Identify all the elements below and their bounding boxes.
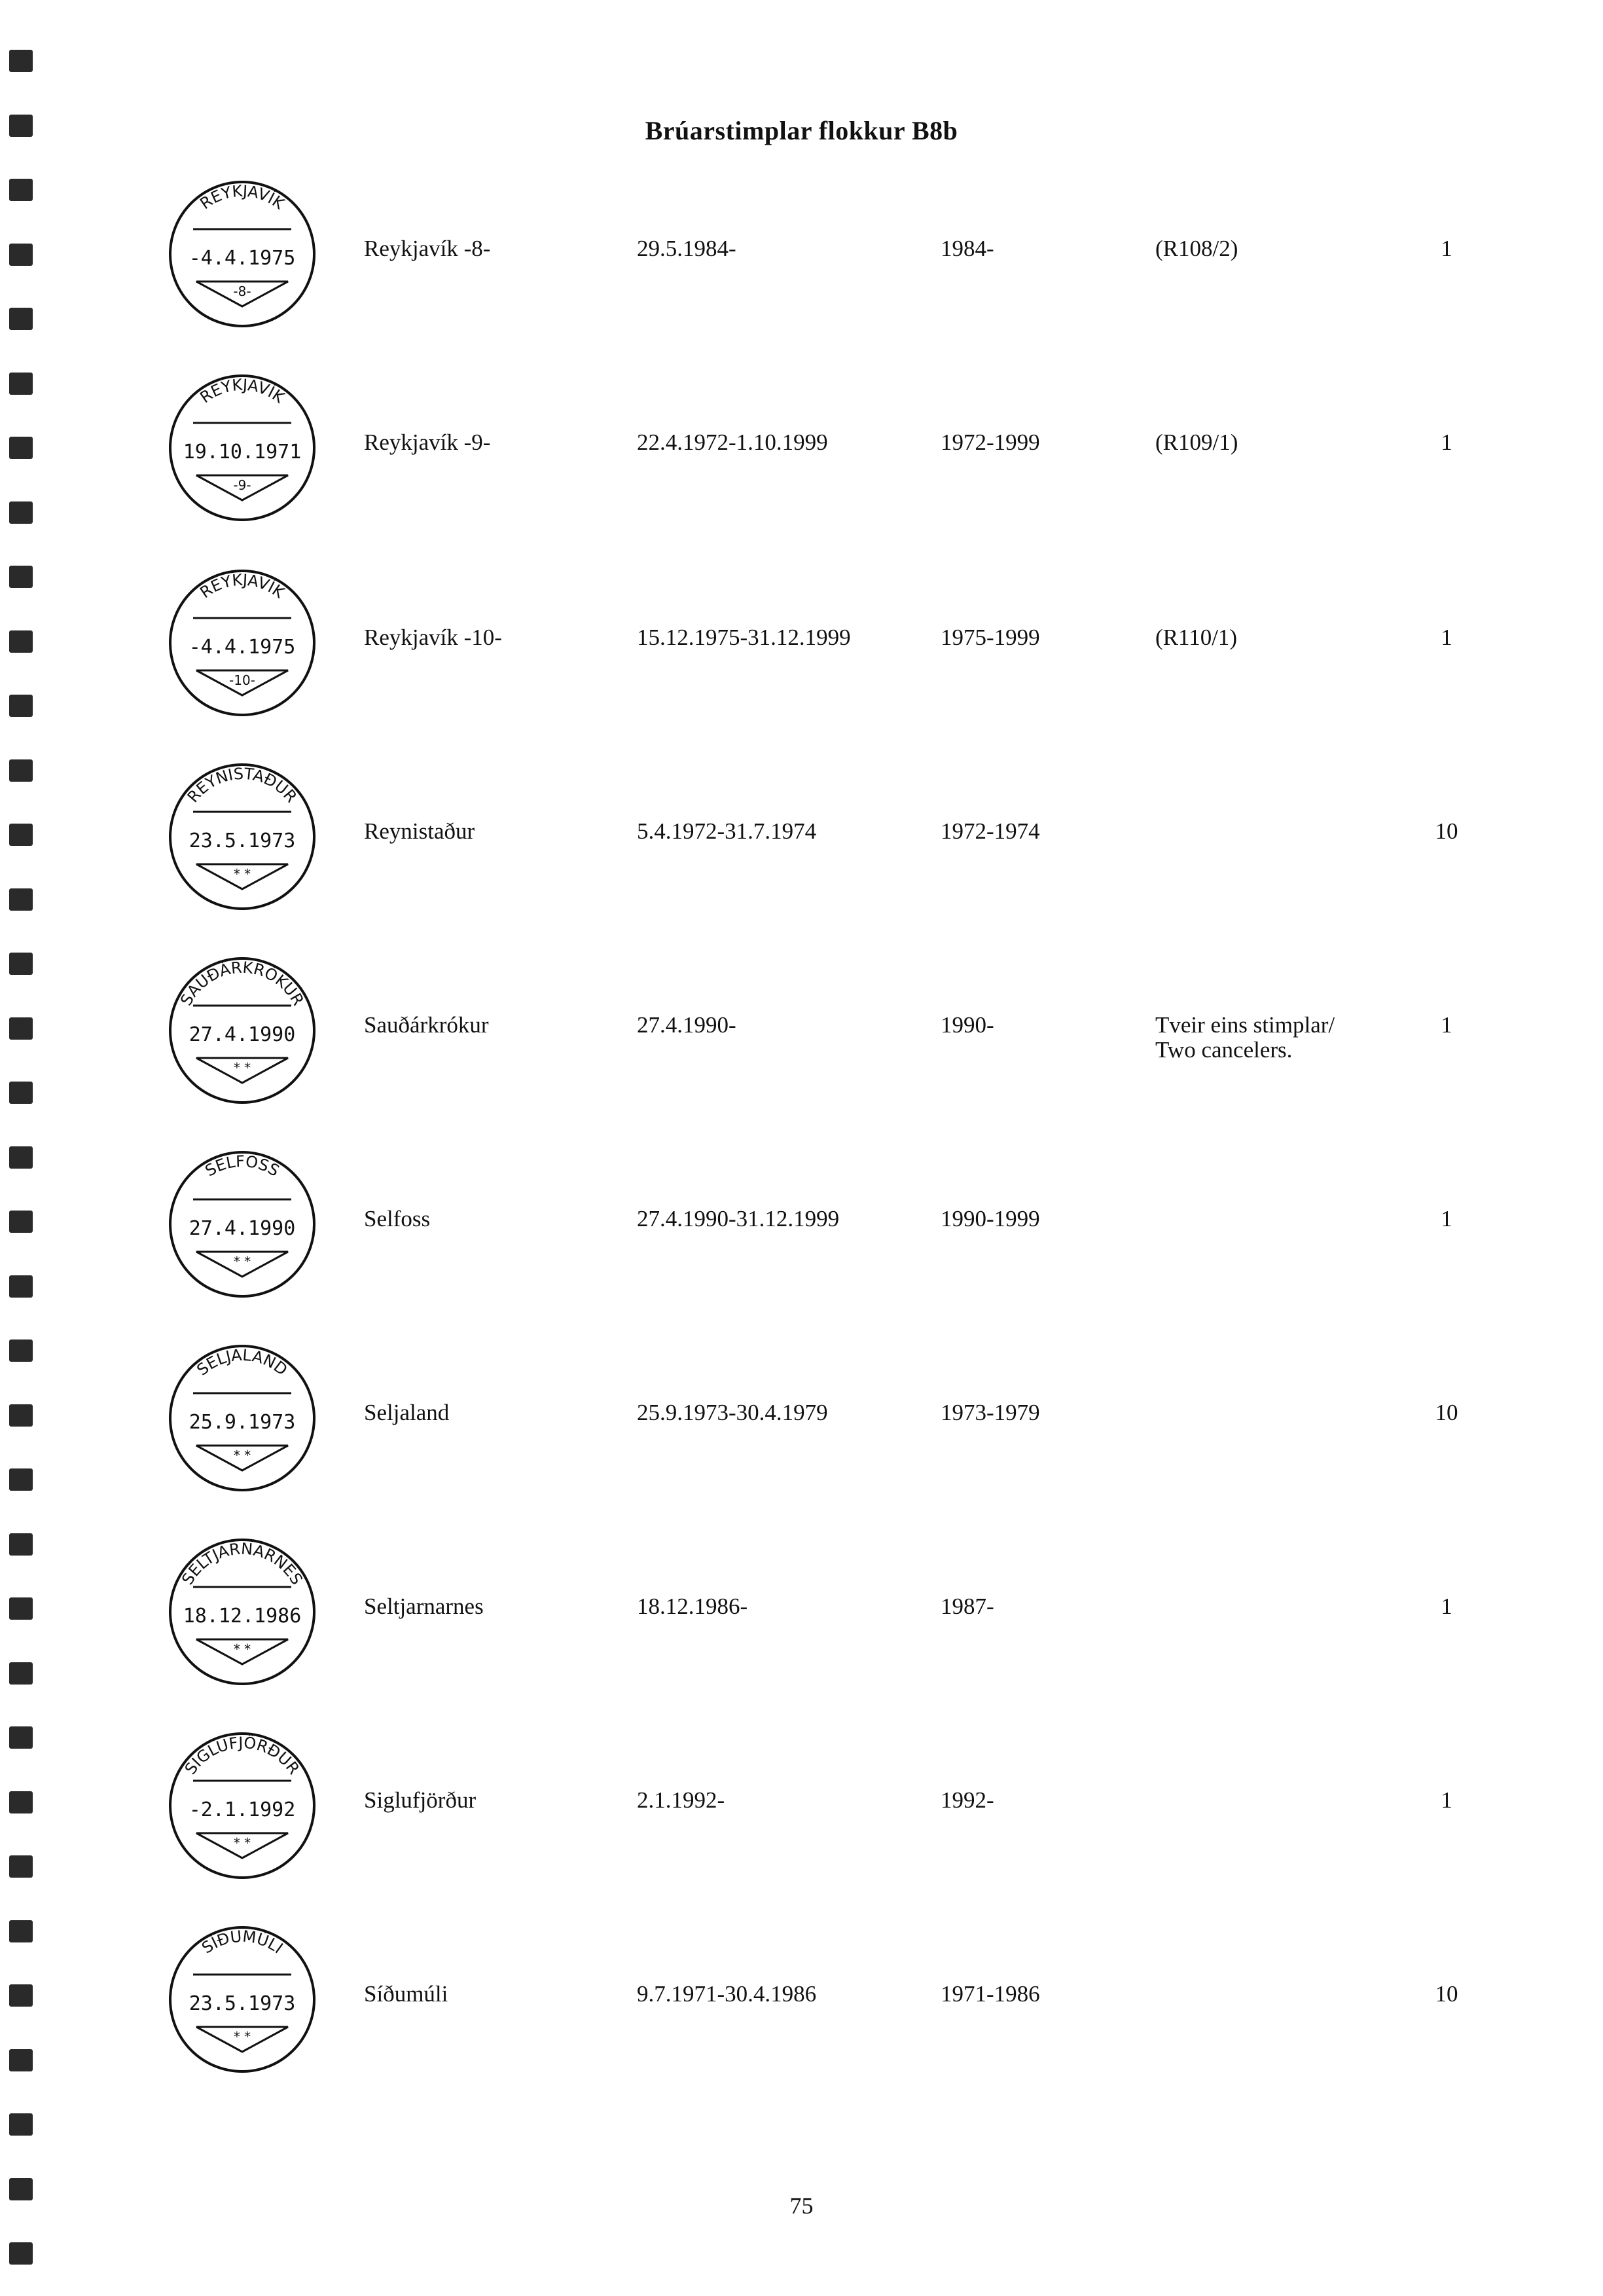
stamp-bottom-text: * * — [233, 1254, 251, 1269]
stamp-place-text: REYKJAVÍK — [196, 570, 288, 602]
stamp-bottom-text: -9- — [233, 477, 251, 493]
postmark-name: Reykjavík -8- — [364, 236, 491, 261]
rarity-value: 10 — [1435, 1981, 1458, 2007]
year-range: 1972-1999 — [941, 429, 1040, 455]
postmark-entry — [0, 558, 1603, 728]
rarity-value: 1 — [1441, 1012, 1452, 1038]
stamp-place-text: REYKJAVÍK — [196, 181, 288, 213]
year-range: 1975-1999 — [941, 625, 1040, 650]
stamp-date-text: -4.4.1975 — [189, 247, 296, 270]
period-of-use: 29.5.1984- — [637, 236, 736, 261]
stamp-bottom-text: * * — [233, 1641, 251, 1657]
stamp-date-text: 23.5.1973 — [189, 1992, 296, 2015]
rarity-value: 10 — [1435, 818, 1458, 844]
postmark-stamp-image — [164, 564, 321, 721]
postmark-name: Selfoss — [364, 1206, 431, 1231]
postmark-name: Siglufjörður — [364, 1787, 477, 1813]
stamp-date-text: 27.4.1990 — [189, 1023, 296, 1046]
postmark-stamp-image — [164, 369, 321, 526]
period-of-use: 22.4.1972-1.10.1999 — [637, 429, 828, 455]
stamp-date-text: 18.12.1986 — [183, 1605, 302, 1628]
year-range: 1984- — [941, 236, 994, 261]
postmark-stamp-image — [164, 175, 321, 333]
rarity-value: 1 — [1441, 429, 1452, 455]
postmark-stamp-image — [164, 952, 321, 1109]
postmark-entry — [0, 1914, 1603, 2085]
rarity-value: 1 — [1441, 625, 1452, 650]
postmark-name: Síðumúli — [364, 1981, 448, 2007]
postmark-stamp-image — [164, 1727, 321, 1884]
postmark-entry — [0, 363, 1603, 533]
reference-note: Two cancelers. — [1155, 1037, 1293, 1063]
period-of-use: 2.1.1992- — [637, 1787, 725, 1813]
stamp-place-text: SAUÐÁRKRÓKUR — [177, 958, 308, 1009]
stamp-bottom-text: * * — [233, 2029, 251, 2045]
stamp-bottom-text: * * — [233, 1835, 251, 1851]
rarity-value: 1 — [1441, 1206, 1452, 1231]
postmark-entry — [0, 945, 1603, 1116]
postmark-entry — [0, 1139, 1603, 1309]
binding-hole — [9, 50, 33, 72]
stamp-place-text: SIGLUFJÖRÐUR — [181, 1733, 304, 1778]
stamp-bottom-text: * * — [233, 866, 251, 882]
postmark-entry — [0, 1721, 1603, 1891]
year-range: 1987- — [941, 1594, 994, 1619]
stamp-place-text: REYNISTAÐUR — [183, 764, 301, 807]
postmark-entry — [0, 1527, 1603, 1697]
period-of-use: 5.4.1972-31.7.1974 — [637, 818, 817, 844]
stamp-bottom-text: -8- — [233, 283, 251, 299]
year-range: 1990- — [941, 1012, 994, 1038]
postmark-stamp-image — [164, 1146, 321, 1303]
postmark-stamp-image — [164, 758, 321, 915]
year-range: 1972-1974 — [941, 818, 1040, 844]
postmark-name: Seltjarnarnes — [364, 1594, 484, 1619]
period-of-use: 25.9.1973-30.4.1979 — [637, 1400, 828, 1425]
period-of-use: 27.4.1990- — [637, 1012, 736, 1038]
stamp-place-text: REYKJAVÍK — [196, 375, 288, 407]
period-of-use: 15.12.1975-31.12.1999 — [637, 625, 851, 650]
postmark-name: Reynistaður — [364, 818, 475, 844]
postmark-name: Reykjavík -10- — [364, 625, 502, 650]
rarity-value: 1 — [1441, 236, 1452, 261]
year-range: 1971-1986 — [941, 1981, 1040, 2007]
period-of-use: 18.12.1986- — [637, 1594, 748, 1619]
rarity-value: 1 — [1441, 1787, 1452, 1813]
stamp-place-text: SELFOSS — [202, 1152, 283, 1180]
postmark-entry — [0, 169, 1603, 339]
stamp-date-text: 27.4.1990 — [189, 1217, 296, 1240]
stamp-date-text: -4.4.1975 — [189, 636, 296, 659]
reference: (R109/1) — [1155, 429, 1238, 455]
rarity-value: 10 — [1435, 1400, 1458, 1425]
period-of-use: 9.7.1971-30.4.1986 — [637, 1981, 817, 2007]
postmark-stamp-image — [164, 1921, 321, 2078]
stamp-place-text: SÍÐUMÚLI — [198, 1927, 287, 1958]
period-of-use: 27.4.1990-31.12.1999 — [637, 1206, 840, 1231]
reference: Tveir eins stimplar/ — [1155, 1012, 1335, 1038]
year-range: 1973-1979 — [941, 1400, 1040, 1425]
year-range: 1990-1999 — [941, 1206, 1040, 1231]
binding-hole — [9, 2113, 33, 2136]
stamp-date-text: 25.9.1973 — [189, 1411, 296, 1434]
postmark-stamp-image — [164, 1533, 321, 1690]
stamp-bottom-text: * * — [233, 1448, 251, 1463]
stamp-place-text: SELJALAND — [193, 1345, 291, 1379]
page-number: 75 — [789, 2193, 814, 2219]
postmark-name: Reykjavík -9- — [364, 429, 491, 455]
year-range: 1992- — [941, 1787, 994, 1813]
postmark-name: Sauðárkrókur — [364, 1012, 489, 1038]
binding-hole — [9, 2242, 33, 2265]
postmark-entry — [0, 1333, 1603, 1503]
rarity-value: 1 — [1441, 1594, 1452, 1619]
stamp-bottom-text: -10- — [229, 672, 255, 688]
stamp-date-text: 19.10.1971 — [183, 441, 302, 464]
stamp-place-text: SELTJARNARNES — [178, 1539, 306, 1588]
reference: (R108/2) — [1155, 236, 1238, 261]
stamp-date-text: -2.1.1992 — [189, 1798, 296, 1821]
postmark-stamp-image — [164, 1339, 321, 1497]
postmark-name: Seljaland — [364, 1400, 450, 1425]
stamp-date-text: 23.5.1973 — [189, 829, 296, 852]
reference: (R110/1) — [1155, 625, 1238, 650]
stamp-bottom-text: * * — [233, 1060, 251, 1076]
page-title: Brúarstimplar flokkur B8b — [645, 116, 958, 145]
postmark-entry — [0, 752, 1603, 922]
